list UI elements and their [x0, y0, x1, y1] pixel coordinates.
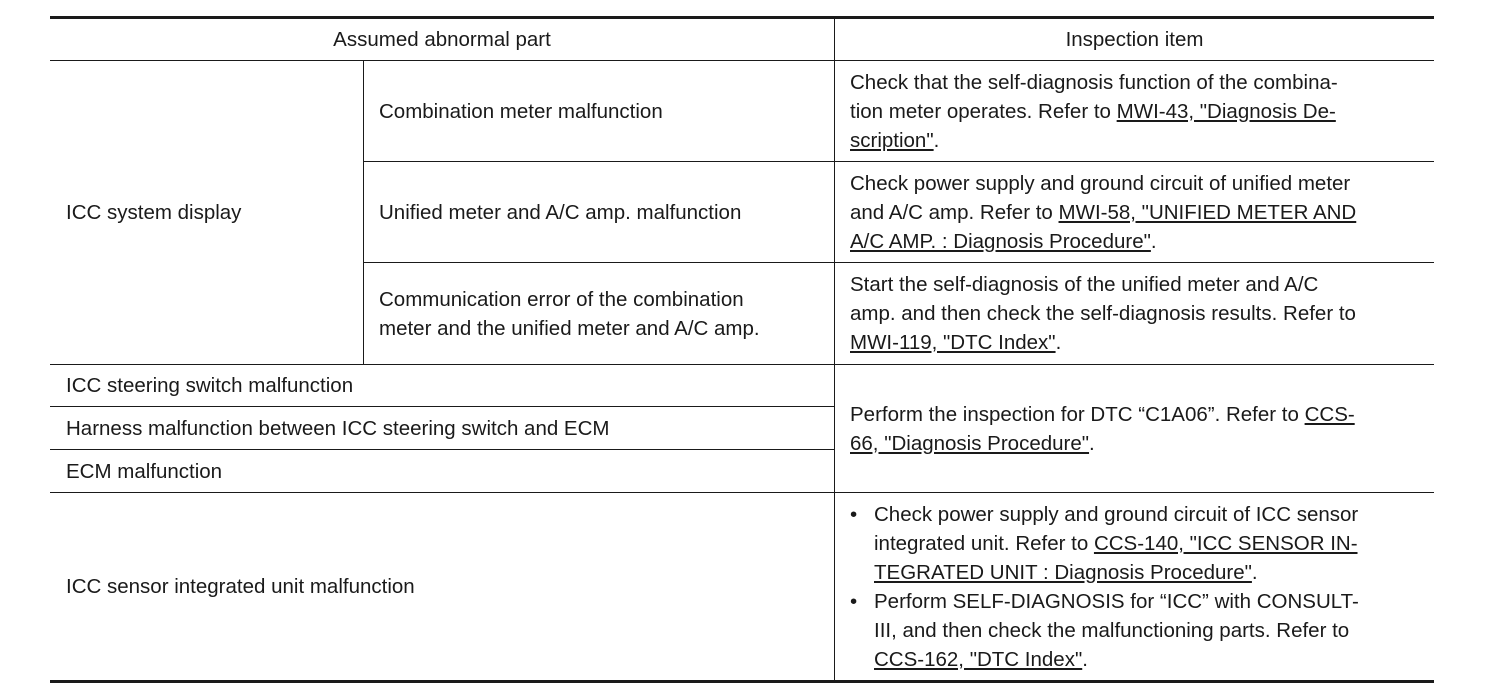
ref-link-ccs-66[interactable]: CCS- — [1304, 402, 1355, 426]
inspection-icc-sensor — [850, 493, 1430, 680]
inspection-communication-error — [850, 263, 1430, 364]
header-assumed-part: Assumed abnormal part — [333, 28, 551, 51]
inspection-combination-meter — [850, 61, 1430, 161]
bullet-item: • Check power supply and ground circuit of ICC sensor — [850, 500, 1359, 529]
part-icc-steering-switch: ICC steering switch malfunction — [66, 374, 354, 397]
part-ecm-malfunction: ECM malfunction — [66, 459, 223, 483]
ref-link-mwi-119[interactable]: MWI-119, "DTC Index" — [850, 331, 1056, 354]
subcolumn-divider — [363, 61, 364, 364]
inspection-text: Check that the self-diagnosis function of the combina- tion meter operates. Refer to MWI-43, "Diagnosis De- scription". — [850, 70, 1338, 152]
inspection-steering — [850, 365, 1430, 492]
bullet-icon: • — [850, 589, 858, 613]
ref-link-ccs-140[interactable]: CCS-140, "ICC SENSOR IN- — [1093, 531, 1358, 555]
ref-link-ccs-162[interactable]: CCS-162, "DTC Index" — [874, 647, 1083, 671]
header-inspection-item: Inspection item — [1065, 28, 1204, 51]
bullet-icon: • — [850, 502, 858, 526]
part-harness-malfunction: Harness malfunction between ICC steering switch and ECM — [66, 416, 610, 440]
part-unified-meter: Unified meter and A/C amp. malfunction — [379, 200, 742, 224]
ref-link-mwi-58[interactable]: MWI-58, "UNIFIED METER AND — [1058, 200, 1357, 224]
inspection-unified-meter — [850, 162, 1430, 262]
inspection-text: Start the self-diagnosis of the unified meter and A/C amp. and then check the self-diagnosis results. Refer to MWI-119, "DTC Index". — [850, 273, 1356, 354]
icc-system-display-label: ICC system display — [66, 201, 242, 224]
inspection-text: Perform the inspection for DTC “C1A06”. Refer to CCS- 66, "Diagnosis Procedure". — [850, 402, 1355, 455]
inspection-bullet-list: • Check power supply and ground circuit of ICC sensor integrated unit. Refer to CCS-140, "ICC SENSOR IN- TEGRATED UNIT : Diagnosis Procedure". • Perform SELF-DIAGNOSIS for “ICC” with CONSULT- III, and then check the malfunctioning parts. Refer to CCS-162, "DTC Index". — [850, 500, 1359, 674]
ref-link-mwi-43-cont[interactable]: scription" — [850, 128, 934, 152]
part-communication-error: Communication error of the combination meter and the unified meter and A/C amp. — [379, 287, 760, 340]
ref-link-mwi-43[interactable]: MWI-43, "Diagnosis De- — [1116, 99, 1336, 123]
column-divider — [834, 18, 835, 681]
part-combination-meter: Combination meter malfunction — [379, 99, 663, 123]
ref-link-ccs-140-cont[interactable]: TEGRATED UNIT : Diagnosis Procedure" — [874, 560, 1252, 584]
part-icc-sensor-unit: ICC sensor integrated unit malfunction — [66, 575, 415, 598]
table-bottom-rule — [50, 680, 1434, 683]
inspection-text: Check power supply and ground circuit of unified meter and A/C amp. Refer to MWI-58, "UNIFIED METER AND A/C AMP. : Diagnosis Procedure". — [850, 171, 1357, 253]
ref-link-mwi-58-cont[interactable]: A/C AMP. : Diagnosis Procedure" — [850, 229, 1151, 253]
bullet-item: • Perform SELF-DIAGNOSIS for “ICC” with CONSULT- — [850, 587, 1359, 616]
ref-link-ccs-66-cont[interactable]: 66, "Diagnosis Procedure" — [850, 431, 1090, 455]
